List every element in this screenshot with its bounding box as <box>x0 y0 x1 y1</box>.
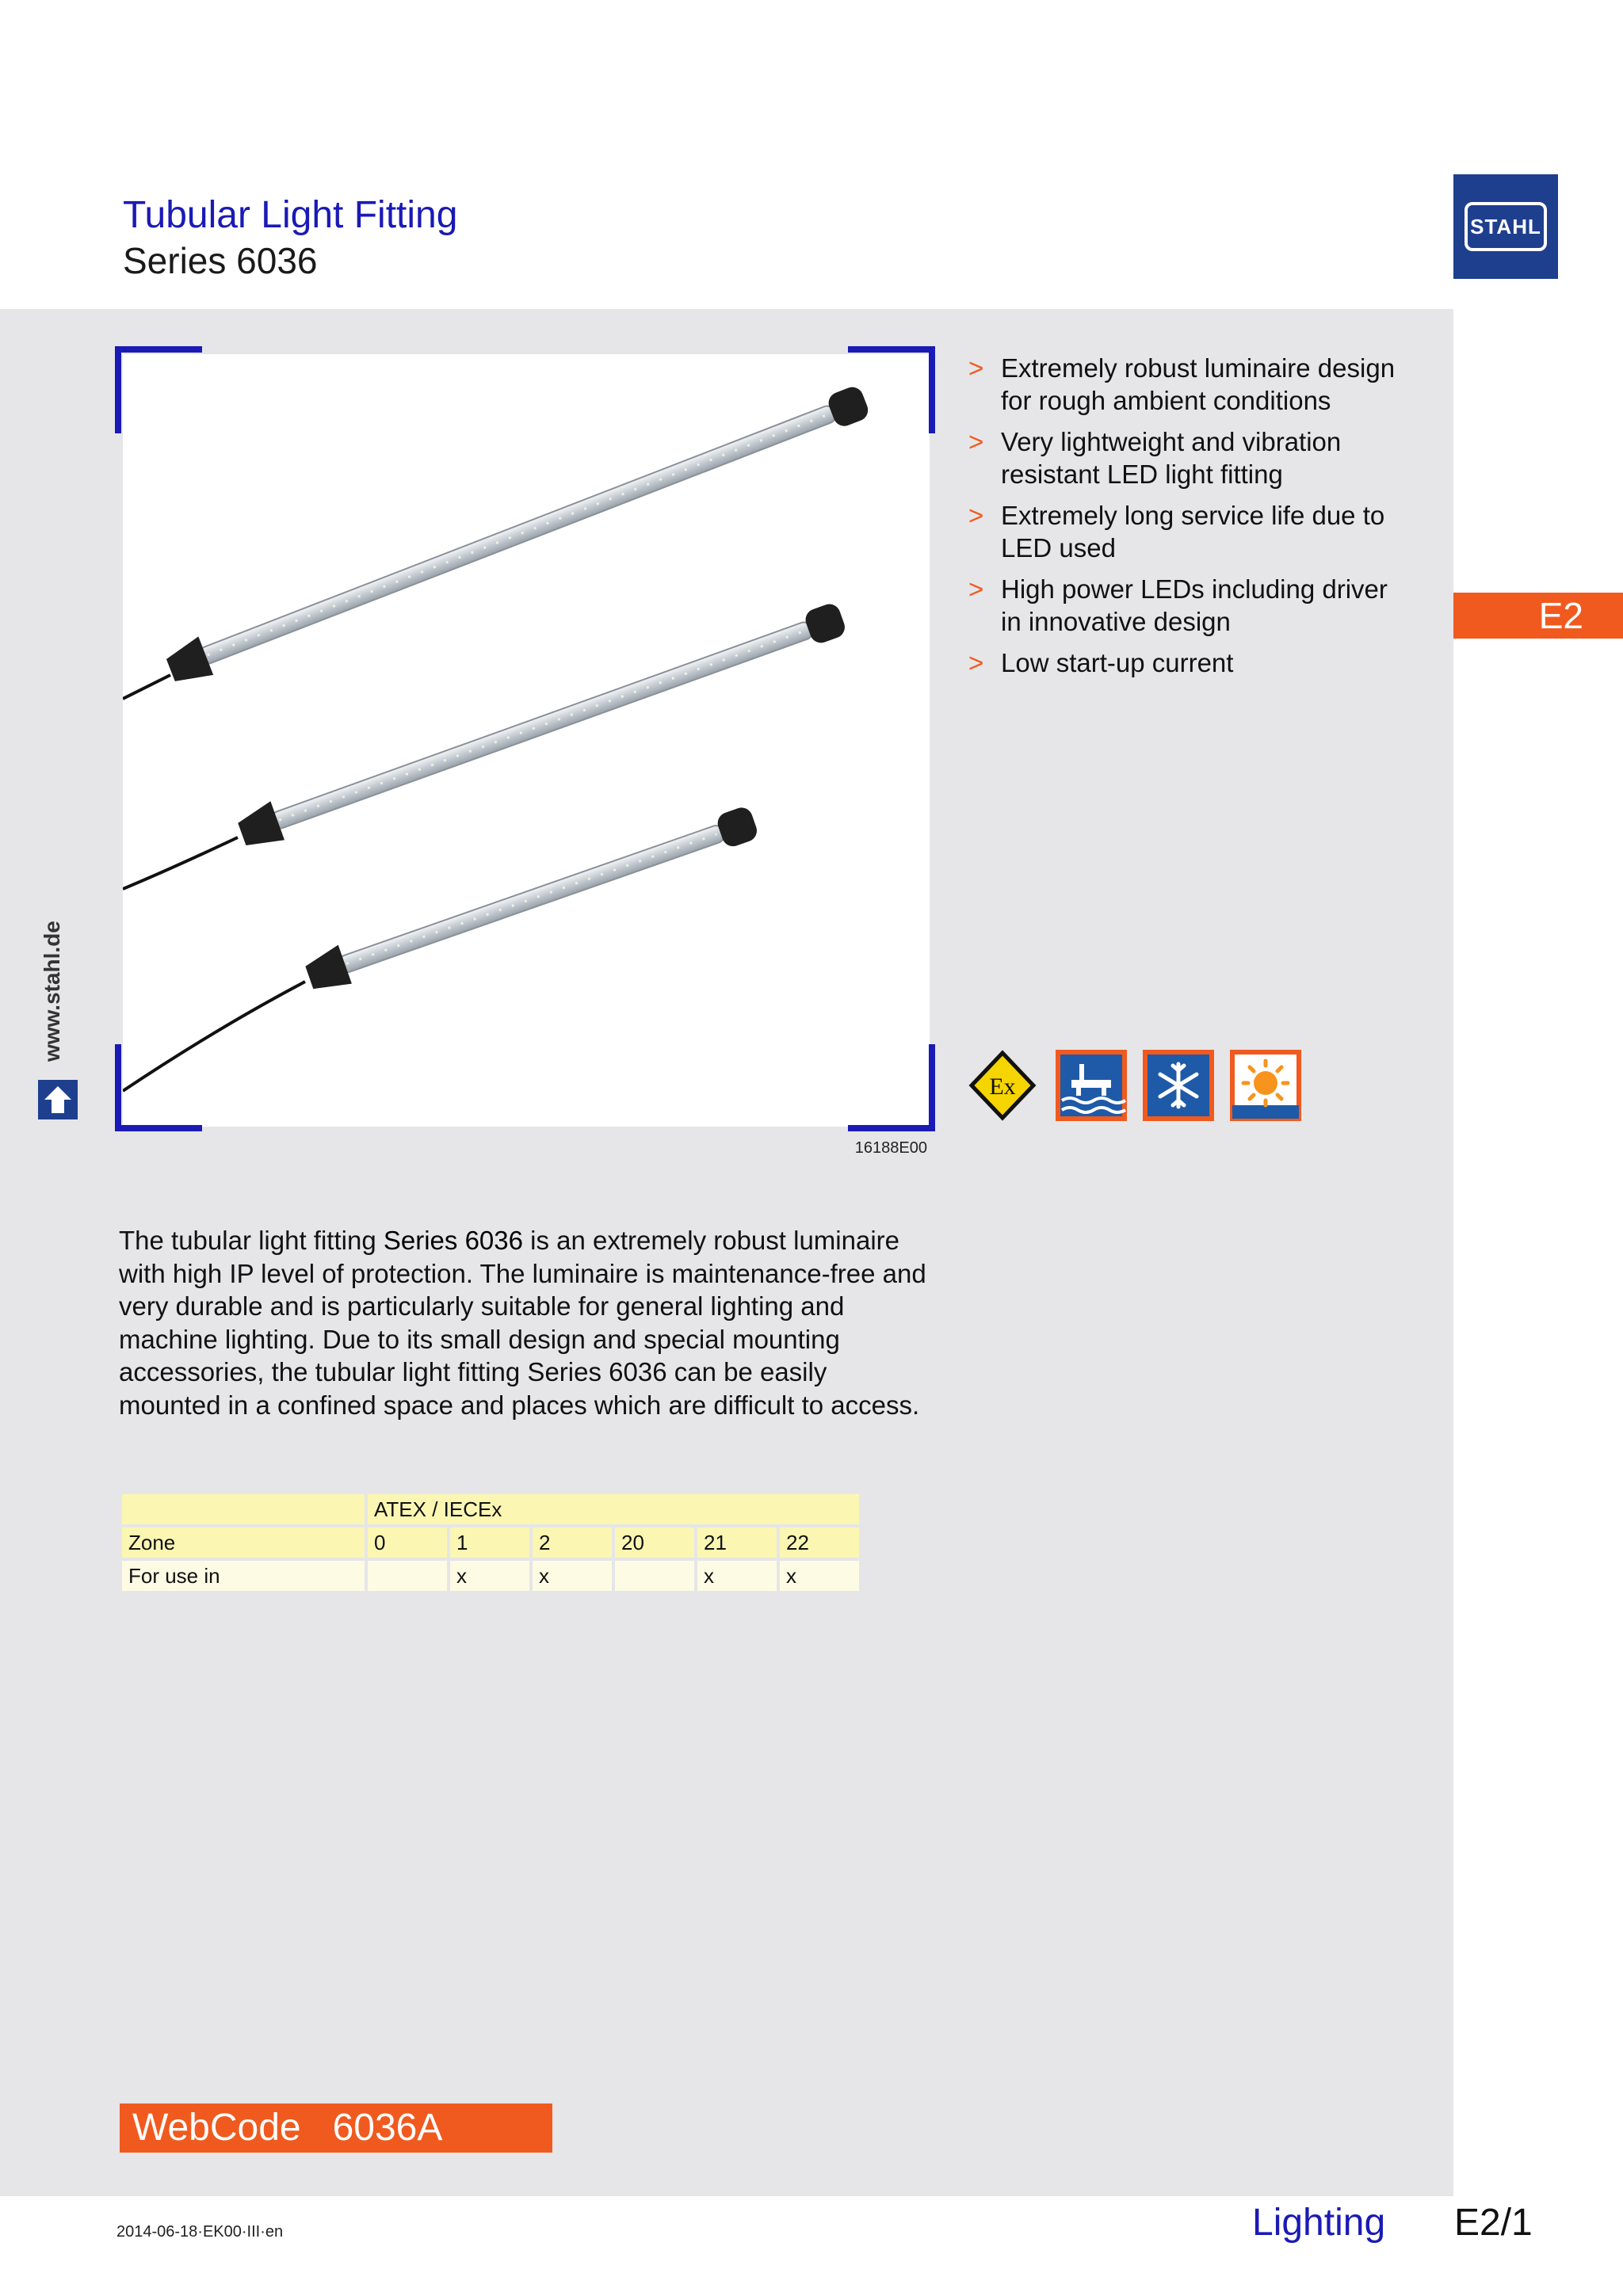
product-description <box>119 1224 935 1421</box>
feature-list <box>968 352 1412 688</box>
cold-snowflake-icon <box>1143 1050 1214 1125</box>
bullet-icon: > <box>968 501 984 530</box>
logo-text: STAHL <box>1465 202 1547 251</box>
table-header: ATEX / IECEx <box>368 1494 859 1524</box>
product-photo <box>123 354 930 1127</box>
photo-frame-corner <box>115 1044 202 1131</box>
image-code: 16188E00 <box>854 1139 927 1157</box>
series-name: Series 6036 <box>383 1226 523 1255</box>
section-tab[interactable]: E2 <box>1453 593 1623 639</box>
ex-mark-icon <box>968 1050 1037 1125</box>
feature-icons <box>968 1050 1301 1125</box>
use-cell <box>615 1561 694 1591</box>
zone-cell: 0 <box>368 1527 447 1558</box>
row-label: For use in <box>122 1561 365 1591</box>
page-title: Tubular Light Fitting <box>123 194 458 236</box>
zone-cell: 1 <box>450 1527 529 1558</box>
table-row <box>122 1561 859 1591</box>
page-number: E2/1 <box>1454 2202 1533 2244</box>
feature-text: Extremely robust luminaire design for rough ambient conditions <box>1001 353 1396 415</box>
photo-frame-corner <box>115 346 202 433</box>
bullet-icon: > <box>968 353 984 383</box>
feature-text: Very lightweight and vibration resistant LED light fitting <box>1001 427 1342 489</box>
description-text: The tubular light fitting <box>119 1226 384 1255</box>
webcode-badge[interactable]: WebCode 6036A <box>120 2103 552 2153</box>
description-text: is an extremely robust luminaire with high IP level of protection. The luminaire is maintenance-free and very durable and is particularly suitable for general lighting and machine lighting. Due to its small design and special mounting accessories, the tubular light fitting Series 6036 can be easily mounted in a confined space and places which are difficult to access. <box>119 1226 926 1420</box>
row-label: Zone <box>122 1527 365 1558</box>
use-cell: x <box>450 1561 529 1591</box>
table-row <box>122 1527 859 1558</box>
feature-item <box>968 425 1412 490</box>
zone-cell: 22 <box>780 1527 859 1558</box>
feature-item <box>968 352 1412 417</box>
use-cell <box>368 1561 447 1591</box>
page-subtitle: Series 6036 <box>123 240 318 281</box>
heat-sun-icon <box>1230 1050 1301 1125</box>
zone-cell: 2 <box>533 1527 612 1558</box>
zone-table <box>119 1491 862 1594</box>
table-row <box>122 1494 859 1524</box>
arrow-up-icon[interactable] <box>38 1080 78 1119</box>
ex-mark-text: Ex <box>989 1074 1016 1100</box>
use-cell: x <box>533 1561 612 1591</box>
section-name: Lighting <box>1252 2202 1386 2244</box>
use-cell: x <box>780 1561 859 1591</box>
table-cell <box>122 1494 365 1524</box>
photo-frame-corner <box>848 346 935 433</box>
feature-text: Low start-up current <box>1001 648 1234 677</box>
bullet-icon: > <box>968 574 984 604</box>
feature-text: High power LEDs including driver in innovative design <box>1001 574 1388 636</box>
feature-item <box>968 573 1412 638</box>
stahl-logo[interactable] <box>1453 174 1558 279</box>
feature-item <box>968 499 1412 564</box>
feature-item <box>968 646 1412 679</box>
bullet-icon: > <box>968 648 984 677</box>
feature-text: Extremely long service life due to LED used <box>1001 501 1385 563</box>
website-url[interactable]: www.stahl.de <box>40 921 64 1062</box>
use-cell: x <box>697 1561 777 1591</box>
bullet-icon: > <box>968 427 984 456</box>
document-code: 2014-06-18·EK00·III·en <box>116 2223 284 2241</box>
zone-cell: 20 <box>615 1527 694 1558</box>
photo-frame-corner <box>848 1044 935 1131</box>
offshore-icon <box>1056 1050 1127 1125</box>
zone-cell: 21 <box>697 1527 777 1558</box>
